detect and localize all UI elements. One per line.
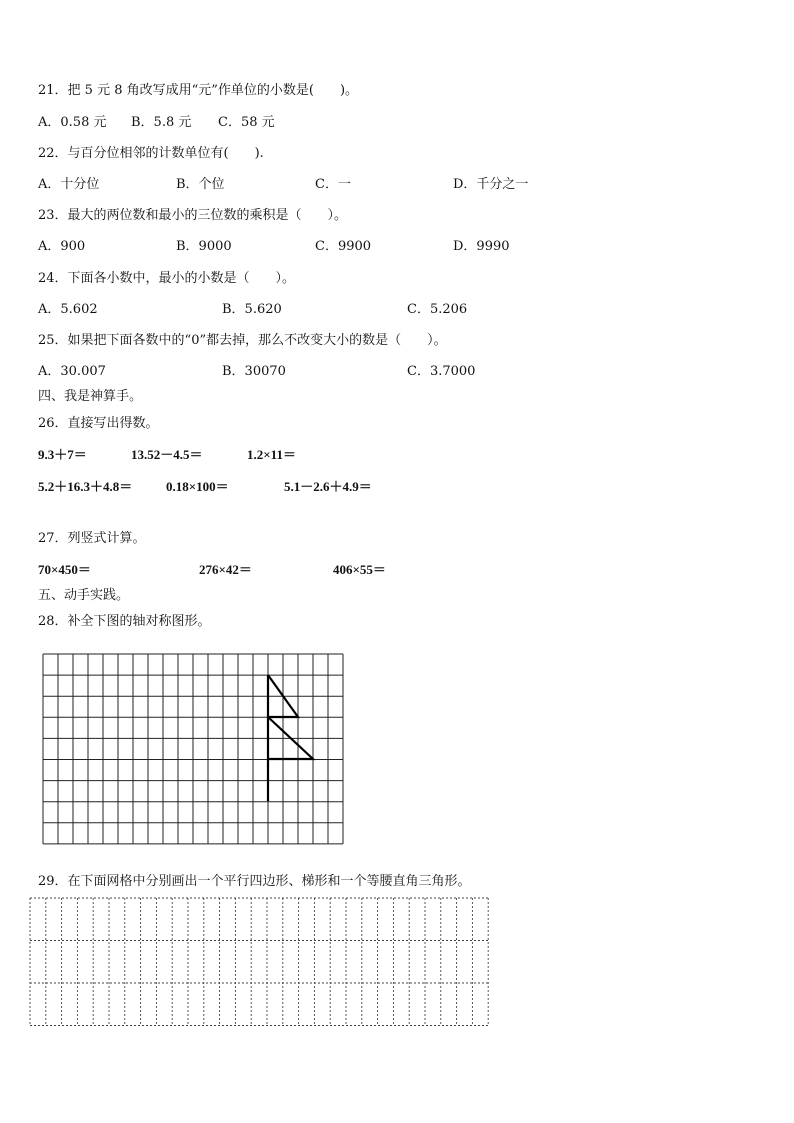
q23-option-d: D．9990 — [453, 239, 510, 254]
q22-option-c: C．一 — [315, 177, 351, 192]
q26-item: 5.1－2.6＋4.9＝ — [284, 479, 372, 494]
q29-stem: 29．在下面网格中分别画出一个平行四边形、梯形和一个等腰直角三角形。 — [38, 874, 471, 889]
q27-stem: 27．列竖式计算。 — [38, 531, 146, 546]
q25-option-c: C．3.7000 — [407, 364, 476, 379]
q26-item: 0.18×100＝ — [166, 479, 229, 494]
q28-grid — [40, 651, 346, 849]
q22-option-b: B．个位 — [176, 177, 225, 192]
q23-option-a: A．900 — [38, 239, 86, 254]
q23-option-b: B．9000 — [176, 239, 232, 254]
q21-stem: 21．把 5 元 8 角改写成用“元”作单位的小数是( )。 — [38, 83, 359, 98]
q24-option-c: C．5.206 — [407, 302, 468, 317]
q27-item: 276×42＝ — [199, 562, 252, 577]
q29-grid — [28, 896, 490, 1028]
q27-item: 70×450＝ — [38, 562, 91, 577]
q21-option-c: C．58 元 — [218, 115, 275, 130]
q23-stem: 23．最大的两位数和最小的三位数的乘积是（ ）。 — [38, 208, 348, 223]
q26-item: 9.3＋7＝ — [38, 447, 87, 462]
section4-title: 四、我是神算手。 — [38, 389, 143, 404]
q21-option-b: B．5.8 元 — [131, 115, 192, 130]
q26-item: 13.52－4.5＝ — [131, 447, 203, 462]
q23-option-c: C．9900 — [315, 239, 372, 254]
q27-item: 406×55＝ — [333, 562, 386, 577]
q24-stem: 24．下面各小数中，最小的小数是（ ）。 — [38, 271, 296, 286]
q21-option-a: A．0.58 元 — [38, 115, 107, 130]
q25-option-b: B．30070 — [222, 364, 286, 379]
q26-stem: 26．直接写出得数。 — [38, 416, 159, 431]
q28-stem: 28．补全下图的轴对称图形。 — [38, 614, 211, 629]
q25-stem: 25．如果把下面各数中的“0”都去掉，那么不改变大小的数是（ ）。 — [38, 333, 447, 348]
q25-option-a: A．30.007 — [38, 364, 106, 379]
q22-option-d: D．千分之一 — [453, 177, 529, 192]
q22-stem: 22．与百分位相邻的计数单位有( ). — [38, 146, 264, 161]
section5-title: 五、动手实践。 — [38, 588, 130, 603]
q24-option-b: B．5.620 — [222, 302, 282, 317]
q26-item: 5.2＋16.3＋4.8＝ — [38, 479, 133, 494]
q24-option-a: A．5.602 — [38, 302, 98, 317]
q22-option-a: A．十分位 — [38, 177, 100, 192]
q26-item: 1.2×11＝ — [247, 447, 296, 462]
